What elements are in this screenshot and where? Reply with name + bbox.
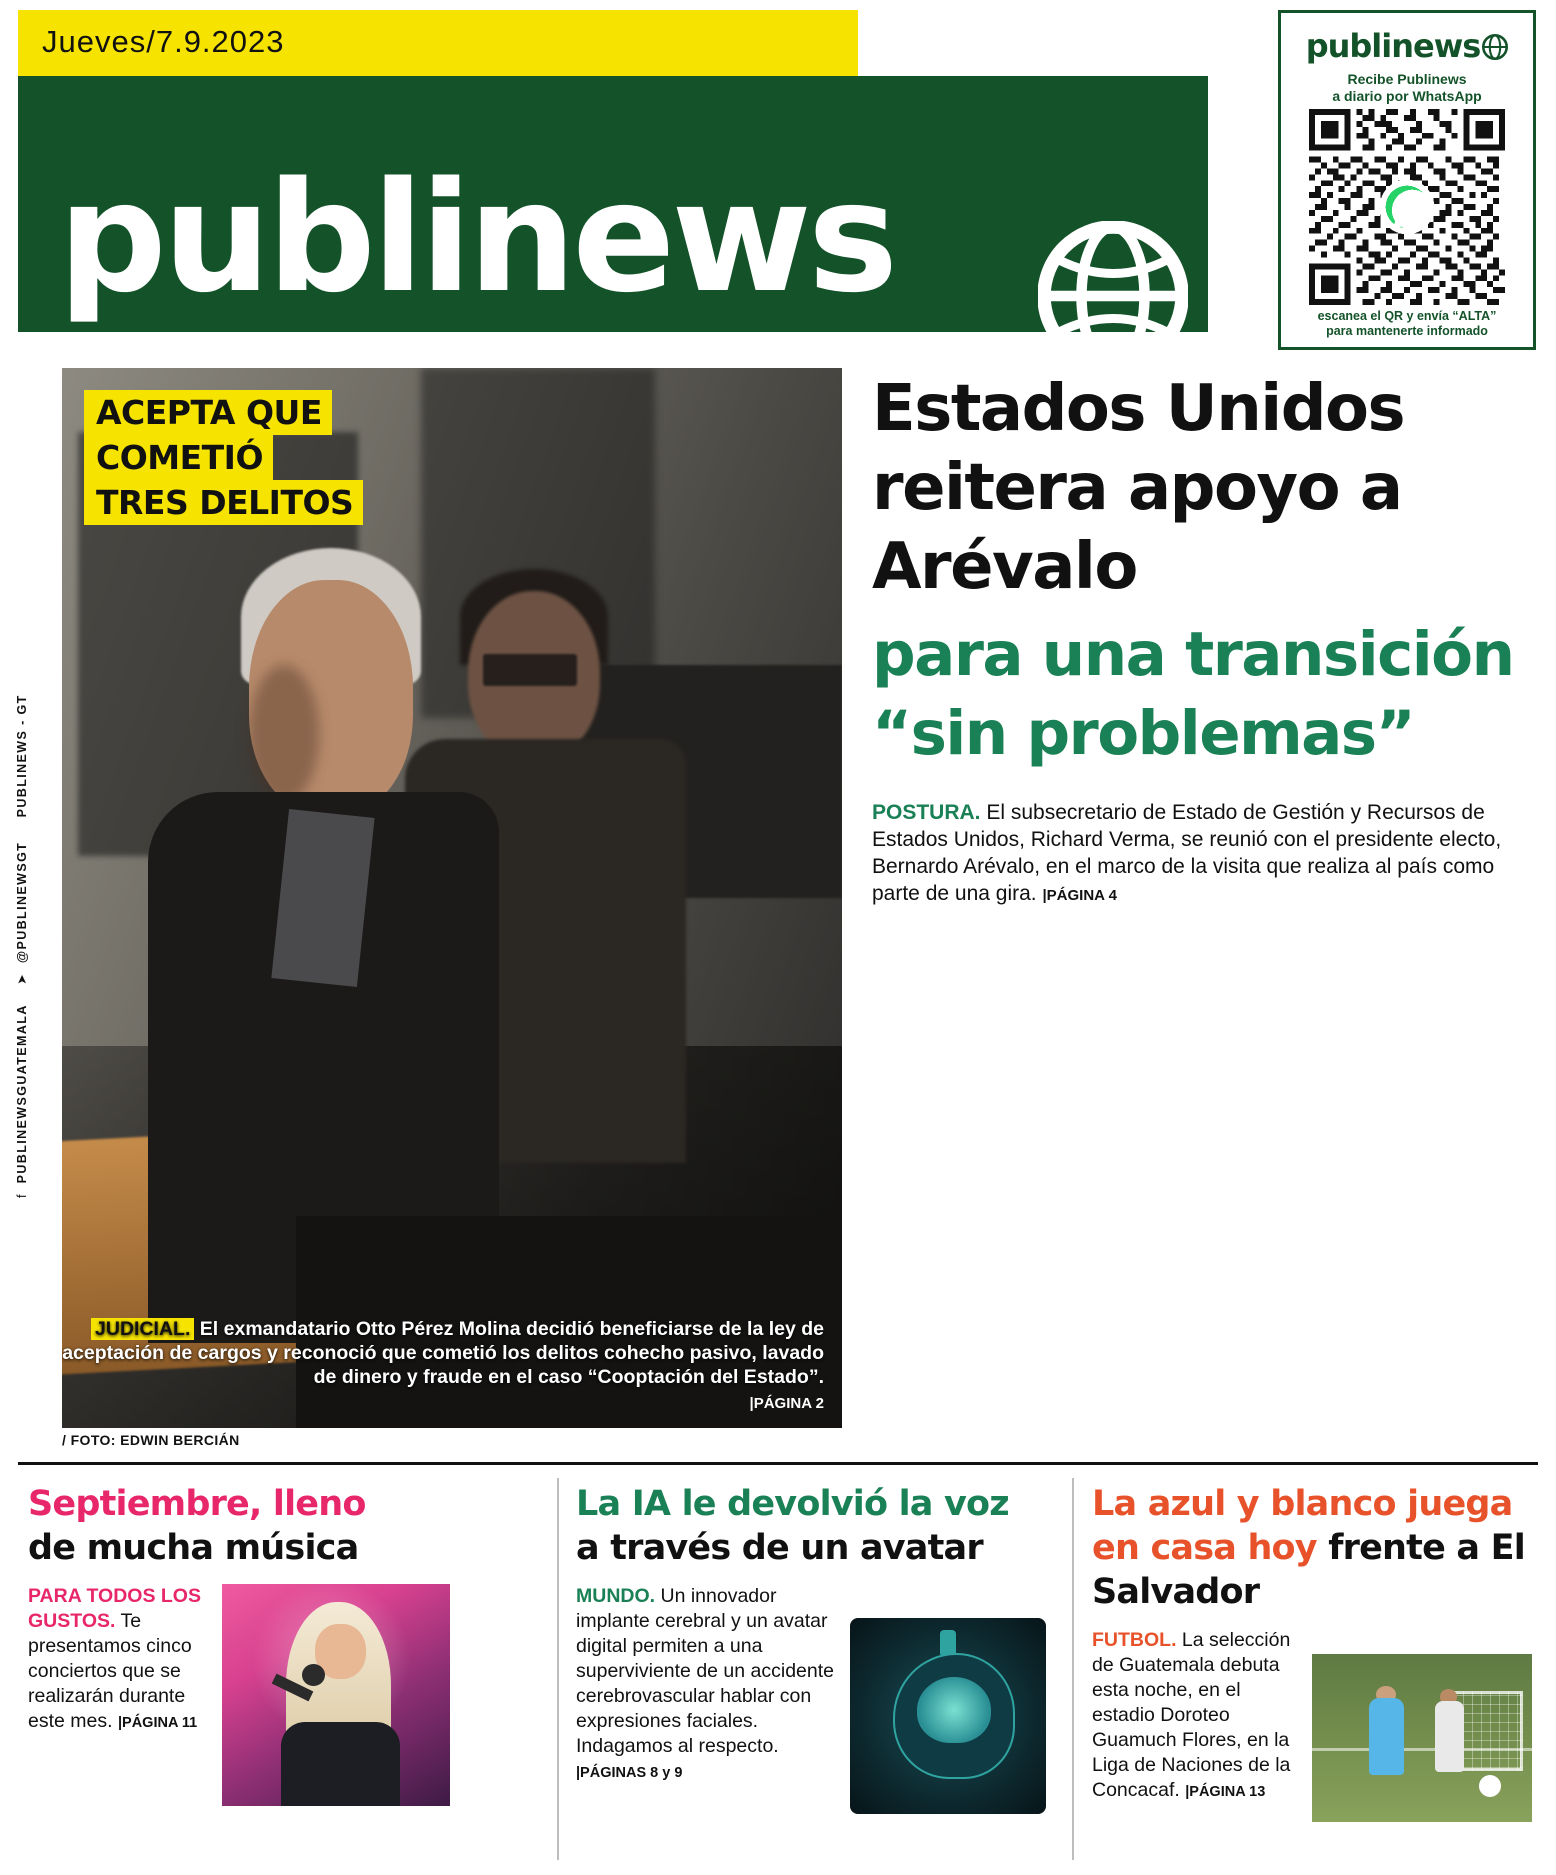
bottom-story-ai[interactable] [576, 1482, 1056, 1814]
qr-tagline [1281, 71, 1533, 105]
caption-text: El exmandatario Otto Pérez Molina decidió beneficiarse de la ley de aceptación de cargos y reconoció que cometió los delitos cohecho pasivo, lavado de dinero y fraude en el caso “Cooptación del Estado”. [62, 1318, 824, 1388]
music-headline [28, 1482, 544, 1570]
ai-headline [576, 1482, 1056, 1570]
lead-headline-primary: Estados Unidos reitera apoyo a Arévalo [872, 372, 1405, 604]
music-body-wrap [28, 1584, 206, 1806]
photo-person-1-shirt [272, 809, 375, 987]
player-blue [1369, 1698, 1404, 1775]
masthead [18, 10, 1228, 350]
caption-page-ref: |PÁGINA 2 [749, 1395, 824, 1412]
vertical-divider-2 [1072, 1478, 1074, 1860]
lead-story[interactable] [872, 370, 1532, 909]
lead-deck-page-ref: |PÁGINA 4 [1042, 887, 1117, 904]
lead-deck [872, 799, 1532, 909]
horizontal-divider [18, 1462, 1538, 1465]
globe-icon [1038, 221, 1188, 371]
music-headline-black: de mucha música [28, 1528, 359, 1568]
caption-label: JUDICIAL. [91, 1318, 194, 1340]
kicker-line-3: TRES DELITOS [84, 480, 363, 525]
lead-deck-text: El subsecretario de Estado de Gestión y Recursos de Estados Unidos, Richard Verma, se reunió con el presidente electo, Bernardo Arévalo, en el marco de la visita que realiza al país como parte de una gira. [872, 801, 1502, 905]
kicker-line-2: COMETIÓ [84, 435, 273, 480]
football-page-ref: |PÁGINA 13 [1185, 1784, 1266, 1800]
caption-body [62, 1317, 824, 1389]
qr-logo-text: publinews [1305, 27, 1481, 65]
football-body-wrap [1092, 1628, 1298, 1822]
whatsapp-qr-promo[interactable] [1278, 10, 1536, 350]
facebook-icon: f [15, 1193, 29, 1198]
twitter-handle: @PUBLINEWSGT [15, 841, 29, 964]
microphone-icon [302, 1664, 325, 1686]
qr-tagline-line2: a diario por WhatsApp [1332, 88, 1482, 104]
singer-body [281, 1722, 400, 1806]
photo-person-1-shadow [249, 665, 319, 803]
main-photo [62, 368, 842, 1428]
bottom-story-football[interactable] [1092, 1482, 1542, 1822]
main-photo-block [62, 368, 842, 1428]
qr-instructions-line2: para mantenerte informado [1326, 324, 1488, 338]
photo-caption [62, 1317, 842, 1428]
issue-date: Jueves/7.9.2023 [42, 24, 285, 59]
music-body: Te presentamos cinco conciertos que se realizarán durante este mes. [28, 1610, 192, 1732]
music-headline-colored: Septiembre, lleno [28, 1484, 366, 1524]
logo-band [18, 76, 1208, 332]
photo-person-2-glasses [483, 654, 577, 686]
brain-implant-photo [850, 1618, 1046, 1814]
concert-photo [222, 1584, 450, 1806]
football-headline-colored: La azul y blanco juega en casa hoy [1092, 1484, 1513, 1568]
facebook-handle: PUBLINEWSGUATEMALA [15, 1004, 29, 1184]
qr-instructions [1281, 309, 1533, 339]
globe-icon [1482, 34, 1508, 60]
ai-body: Un innovador implante cerebral y un avatar digital permiten a una superviviente de un accidente cerebrovascular hablar con expresiones faciales. Indagamos al respecto. [576, 1585, 835, 1757]
player-white [1435, 1701, 1464, 1772]
ai-label: MUNDO. [576, 1585, 656, 1607]
music-page-ref: |PÁGINA 11 [117, 1715, 198, 1731]
brain-icon [917, 1677, 991, 1744]
photo-kicker [84, 390, 424, 525]
vertical-divider-1 [557, 1478, 559, 1860]
date-bar [18, 10, 858, 76]
social-rail-text [14, 368, 29, 1198]
ai-headline-black: a través de un avatar [576, 1528, 983, 1568]
ai-body-wrap [576, 1584, 836, 1814]
soccer-ball-icon [1479, 1775, 1501, 1797]
football-headline [1092, 1482, 1542, 1614]
ai-page-ref: |PÁGINAS 8 y 9 [576, 1765, 683, 1781]
lead-headline-secondary: para una transición “sin problemas” [872, 619, 1514, 769]
football-label: FUTBOL. [1092, 1629, 1177, 1651]
lead-deck-label: POSTURA. [872, 801, 981, 824]
football-body: La selección de Guatemala debuta esta noche, en el estadio Doroteo Guamuch Flores, en la Liga de Naciones de la Concacaf. [1092, 1629, 1291, 1801]
photo-credit: / FOTO: EDWIN BERCIÁN [62, 1432, 240, 1448]
kicker-line-1: ACEPTA QUE [84, 390, 332, 435]
music-label: PARA TODOS LOS GUSTOS. [28, 1585, 201, 1632]
twitter-icon: ➤ [15, 972, 29, 985]
soccer-photo [1312, 1654, 1532, 1822]
football-headline-black: frente a El Salvador [1092, 1528, 1525, 1612]
social-rail [14, 368, 56, 1198]
publinews-logo: publinews [58, 149, 895, 326]
ai-headline-colored: La IA le devolvió la voz [576, 1484, 1009, 1524]
qr-code[interactable] [1309, 109, 1505, 305]
site-name: PUBLINEWS - GT [15, 694, 29, 818]
qr-instructions-line1: escanea el QR y envía “ALTA” [1317, 309, 1497, 323]
qr-tagline-line1: Recibe Publinews [1347, 71, 1467, 87]
bottom-story-music[interactable] [28, 1482, 544, 1806]
qr-publinews-logo [1281, 27, 1533, 65]
